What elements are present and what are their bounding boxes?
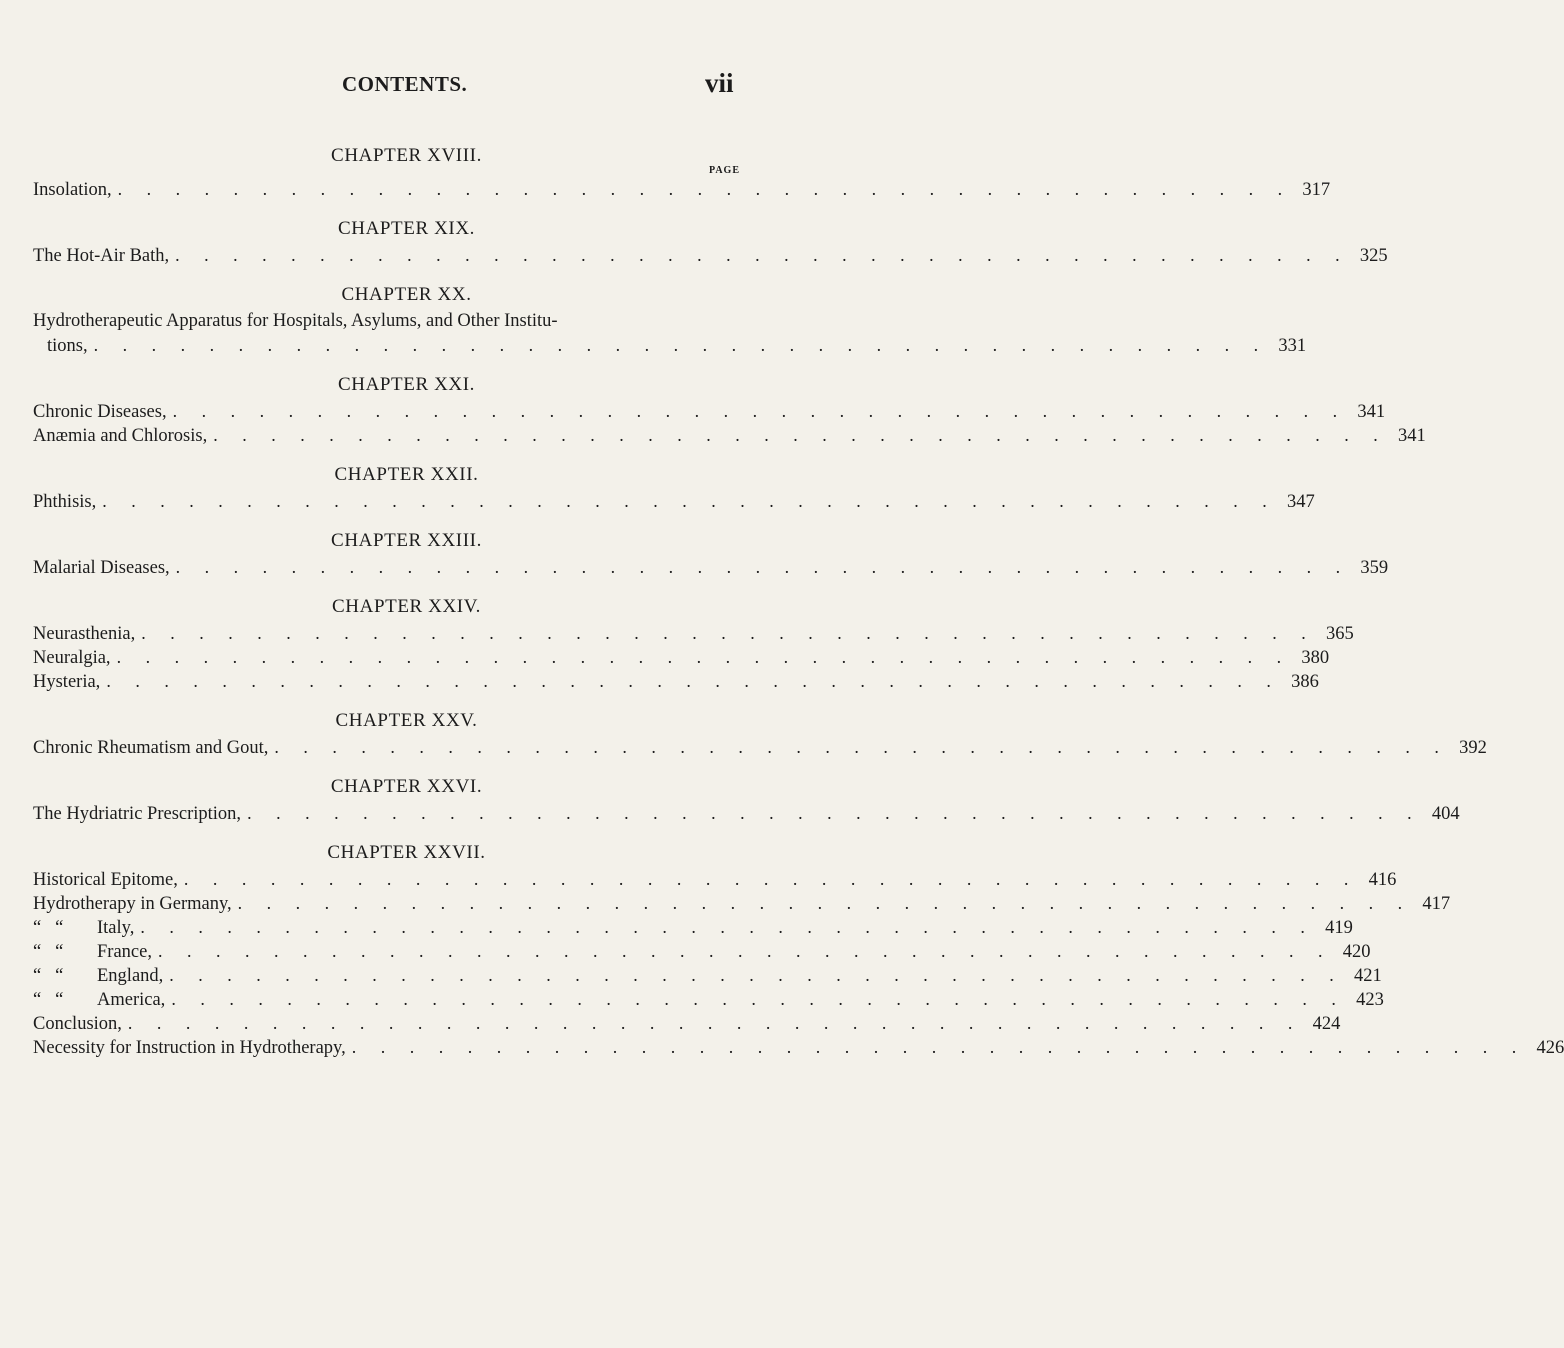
entry-page-number: 423 bbox=[1356, 990, 1384, 1010]
entry-page-number: 341 bbox=[1397, 426, 1426, 446]
toc-entry bbox=[33, 963, 1382, 987]
toc-entry bbox=[33, 177, 1331, 201]
dot-leader: . . . . . . . . . . . . . . . . . . . . . . . . . . . . . . . . . . . . . . . . . bbox=[141, 623, 1316, 643]
toc-entry bbox=[33, 987, 1384, 1011]
entry-label: “ “ France, bbox=[33, 942, 152, 962]
entry-label: The Hot-Air Bath, bbox=[33, 246, 170, 266]
entry-page-number: 341 bbox=[1357, 402, 1386, 422]
entry-page-number: 347 bbox=[1286, 492, 1315, 512]
entry-label: Neuralgia, bbox=[33, 648, 111, 668]
dot-leader: . . . . . . . . . . . . . . . . . . . . . . . . . . . . . . . . . . . . . . . . . bbox=[93, 335, 1269, 355]
dot-leader: . . . . . . . . . . . . . . . . . . . . . . . . . . . . . . . . . . . . . . . . . bbox=[274, 737, 1449, 757]
entry-label: “ “ America, bbox=[33, 990, 166, 1010]
chapter-group bbox=[33, 839, 1564, 1059]
entry-label: Necessity for Instruction in Hydrotherapy, bbox=[33, 1038, 346, 1058]
toc-entry bbox=[33, 333, 1307, 357]
ditto-marks: “ “ bbox=[33, 942, 64, 962]
chapter-heading: CHAPTER XXVII. bbox=[327, 842, 486, 863]
running-head bbox=[0, 68, 800, 102]
chapter-group bbox=[33, 593, 1354, 693]
dot-leader: . . . . . . . . . . . . . . . . . . . . . . . . . . . . . . . . . . . . . . . . . bbox=[140, 917, 1315, 937]
chapter-heading: CHAPTER XXI. bbox=[337, 374, 476, 395]
ditto-marks: “ “ bbox=[33, 990, 64, 1010]
toc-entry-line: Hydrotherapeutic Apparatus for Hospitals, Asylums, and Other Institu- bbox=[33, 311, 558, 331]
entry-page-number: 416 bbox=[1368, 870, 1397, 890]
entry-label: “ “ England, bbox=[33, 966, 164, 986]
dot-leader: . . . . . . . . . . . . . . . . . . . . . . . . . . . . . . . . . . . . . . . . . bbox=[169, 965, 1344, 985]
page-number: vii bbox=[705, 68, 734, 98]
running-head-title: CONTENTS. bbox=[342, 72, 468, 96]
entry-label: Hydrotherapy in Germany, bbox=[33, 894, 232, 914]
entry-page-number: 404 bbox=[1431, 804, 1460, 824]
toc-entry bbox=[33, 423, 1426, 447]
ditto-marks: “ “ bbox=[33, 966, 64, 986]
toc-entry bbox=[33, 735, 1487, 759]
toc-entry bbox=[33, 399, 1386, 423]
dot-leader: . . . . . . . . . . . . . . . . . . . . . . . . . . . . . . . . . . . . . . . . . bbox=[127, 1013, 1303, 1033]
entry-page-number: 424 bbox=[1312, 1014, 1341, 1034]
entry-label: Historical Epitome, bbox=[33, 870, 178, 890]
entry-page-number: 420 bbox=[1342, 942, 1371, 962]
chapter-heading: CHAPTER XXV. bbox=[335, 710, 478, 731]
entry-page-number: 317 bbox=[1302, 180, 1331, 200]
entry-label: The Hydriatric Prescription, bbox=[33, 804, 242, 824]
entry-page-number: 421 bbox=[1354, 966, 1382, 986]
chapter-group bbox=[33, 281, 1307, 357]
entry-label: Neurasthenia, bbox=[33, 624, 136, 644]
entry-label: “ “ Italy, bbox=[33, 918, 135, 938]
entry-label: Chronic Rheumatism and Gout, bbox=[33, 738, 269, 758]
toc-entry bbox=[33, 891, 1451, 915]
chapter-group bbox=[33, 215, 1388, 267]
chapter-heading: CHAPTER XXII. bbox=[334, 464, 479, 485]
entry-label: Hysteria, bbox=[33, 672, 101, 692]
entry-page-number: 325 bbox=[1359, 246, 1388, 266]
entry-label: Anæmia and Chlorosis, bbox=[33, 426, 208, 446]
entry-label: Insolation, bbox=[33, 180, 112, 200]
entry-page-number: 331 bbox=[1278, 336, 1307, 356]
chapter-group bbox=[33, 371, 1426, 447]
dot-leader: . . . . . . . . . . . . . . . . . . . . . . . . . . . . . . . . . . . . . . . . . bbox=[157, 941, 1333, 961]
chapter-heading: CHAPTER XX. bbox=[341, 284, 472, 305]
dot-leader: . . . . . . . . . . . . . . . . . . . . . . . . . . . . . . . . . . . . . . . . . bbox=[117, 179, 1293, 199]
table-of-contents bbox=[33, 142, 1564, 1073]
dot-leader: . . . . . . . . . . . . . . . . . . . . . . . . . . . . . . . . . . . . . . . . . bbox=[213, 425, 1388, 445]
chapter-heading: CHAPTER XXVI. bbox=[330, 776, 483, 797]
entry-page-number: 426 bbox=[1536, 1038, 1564, 1058]
toc-entry bbox=[33, 1035, 1564, 1059]
toc-entry bbox=[33, 801, 1460, 825]
chapter-heading: CHAPTER XVIII. bbox=[331, 145, 482, 166]
chapter-heading: CHAPTER XIX. bbox=[337, 218, 476, 239]
chapter-group bbox=[33, 773, 1460, 825]
dot-leader: . . . . . . . . . . . . . . . . . . . . . . . . . . . . . . . . . . . . . . . . . bbox=[183, 869, 1359, 889]
dot-leader: . . . . . . . . . . . . . . . . . . . . . . . . . . . . . . . . . . . . . . . . . bbox=[351, 1037, 1527, 1057]
toc-entry bbox=[33, 555, 1389, 579]
chapter-heading: CHAPTER XXIII. bbox=[331, 530, 482, 551]
entry-page-number: 392 bbox=[1459, 738, 1487, 758]
page-column-label: PAGE bbox=[708, 165, 740, 176]
entry-page-number: 417 bbox=[1422, 894, 1451, 914]
chapter-heading: CHAPTER XXIV. bbox=[332, 596, 481, 617]
toc-entry bbox=[33, 669, 1319, 693]
toc-entry bbox=[33, 645, 1330, 669]
chapter-group bbox=[33, 461, 1315, 513]
dot-leader: . . . . . . . . . . . . . . . . . . . . . . . . . . . . . . . . . . . . . . . . . bbox=[247, 803, 1422, 823]
entry-label: Phthisis, bbox=[33, 492, 97, 512]
toc-entry bbox=[33, 1011, 1341, 1035]
entry-page-number: 386 bbox=[1291, 672, 1319, 692]
entry-label: tions, bbox=[47, 336, 88, 356]
entry-label: Conclusion, bbox=[33, 1014, 122, 1034]
dot-leader: . . . . . . . . . . . . . . . . . . . . . . . . . . . . . . . . . . . . . . . . . bbox=[106, 671, 1281, 691]
entry-page-number: 365 bbox=[1325, 624, 1354, 644]
entry-page-number: 359 bbox=[1360, 558, 1389, 578]
chapter-group bbox=[33, 142, 1331, 201]
dot-leader: . . . . . . . . . . . . . . . . . . . . . . . . . . . . . . . . . . . . . . . . . bbox=[172, 401, 1348, 421]
chapter-group bbox=[33, 527, 1389, 579]
toc-entry bbox=[33, 489, 1315, 513]
dot-leader: . . . . . . . . . . . . . . . . . . . . . . . . . . . . . . . . . . . . . . . . . bbox=[102, 491, 1277, 511]
toc-entry bbox=[33, 243, 1388, 267]
dot-leader: . . . . . . . . . . . . . . . . . . . . . . . . . . . . . . . . . . . . . . . . . bbox=[116, 647, 1292, 667]
chapter-group bbox=[33, 707, 1487, 759]
dot-leader: . . . . . . . . . . . . . . . . . . . . . . . . . . . . . . . . . . . . . . . . . bbox=[175, 245, 1350, 265]
toc-entry bbox=[33, 915, 1353, 939]
toc-entry bbox=[33, 939, 1371, 963]
entry-label: Chronic Diseases, bbox=[33, 402, 167, 422]
dot-leader: . . . . . . . . . . . . . . . . . . . . . . . . . . . . . . . . . . . . . . . . . bbox=[175, 557, 1351, 577]
toc-entry bbox=[33, 621, 1354, 645]
entry-page-number: 419 bbox=[1325, 918, 1353, 938]
dot-leader: . . . . . . . . . . . . . . . . . . . . . . . . . . . . . . . . . . . . . . . . . bbox=[171, 989, 1346, 1009]
toc-entry bbox=[33, 867, 1397, 891]
ditto-marks: “ “ bbox=[33, 918, 64, 938]
entry-page-number: 380 bbox=[1301, 648, 1330, 668]
entry-label: Malarial Diseases, bbox=[33, 558, 170, 578]
dot-leader: . . . . . . . . . . . . . . . . . . . . . . . . . . . . . . . . . . . . . . . . . bbox=[237, 893, 1413, 913]
